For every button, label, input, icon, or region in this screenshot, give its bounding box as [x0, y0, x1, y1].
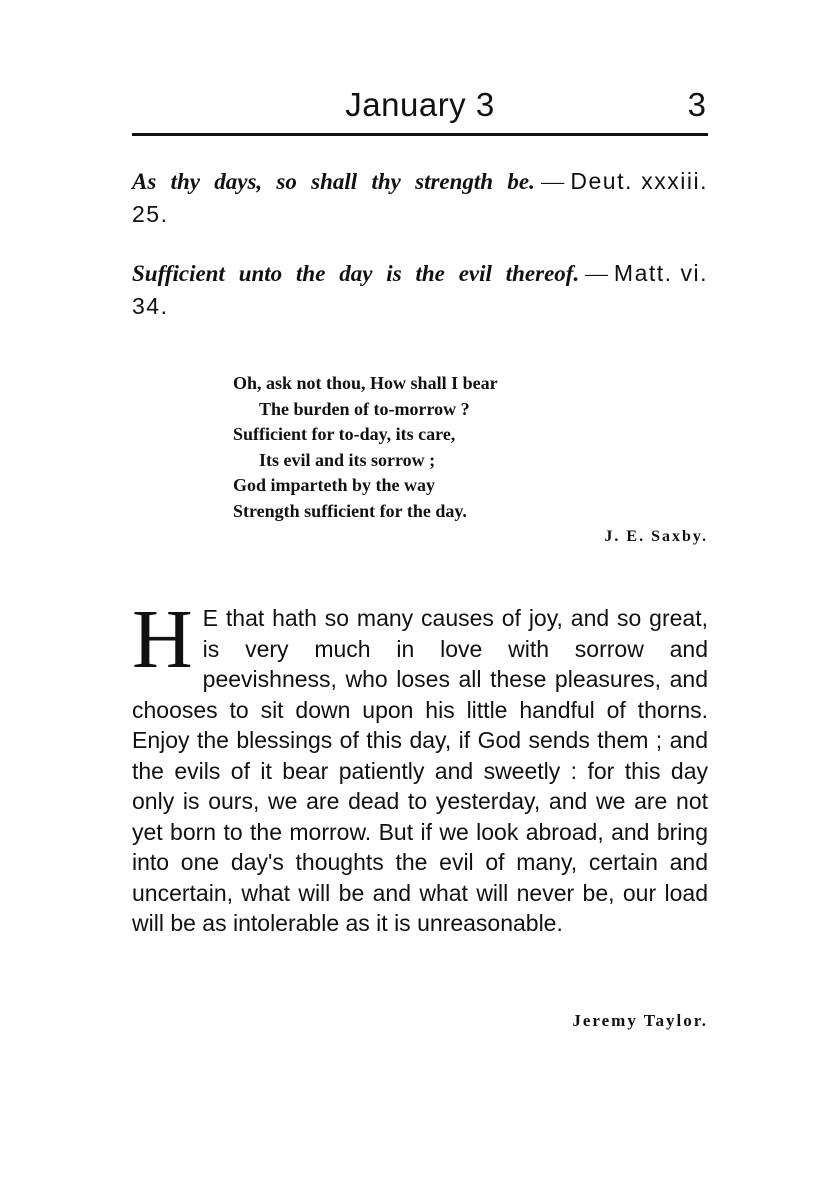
poem — [233, 371, 713, 524]
prose-author: Jeremy Taylor. — [572, 1011, 708, 1030]
epigraph — [132, 165, 708, 231]
poem-line: God imparteth by the way — [233, 475, 435, 495]
poem-line: Its evil and its sorrow ; — [259, 449, 436, 470]
epigraph-dash: — — [579, 261, 614, 286]
poem-line: Strength sufficient for the day. — [233, 500, 467, 521]
prose-text: E that hath so many causes of joy, and so great, is very much in love with sorrow and peevishness, who loses all these pleasures, and chooses to sit down upon his little handful of thorns. Enjoy the blessings of this day, if God sends them ; and the evils of it bear patiently and sweetly : for this day only is ours, we are dead to yesterday, and we are not yet born to the morrow. But if we look abroad, and bring into one day's thoughts the evil of many, certain and uncertain, what will be and what will never be, our load will be as intolerable as it is unreasonable. — [132, 605, 708, 936]
poem-line: The burden of to-morrow ? — [259, 398, 470, 419]
epigraph-source: Matt. vi. 34. — [132, 260, 709, 319]
poem-line: Sufficient for to-day, its care, — [233, 424, 456, 444]
page-title: January 3 — [345, 86, 495, 123]
page-header — [132, 80, 708, 130]
header-rule — [132, 133, 708, 136]
page-number: 3 — [687, 86, 706, 123]
prose-passage — [132, 593, 708, 939]
drop-cap: H — [132, 593, 193, 686]
epigraph-dash: — — [534, 169, 571, 194]
epigraph — [132, 257, 708, 323]
epigraph-quote: As thy days, so shall thy strength be. — [132, 169, 535, 194]
poem-line: Oh, ask not thou, How shall I bear — [233, 373, 498, 393]
epigraph-source: Deut. xxxiii. 25. — [132, 168, 709, 227]
poem-author: J. E. Saxby. — [604, 528, 708, 545]
epigraph-quote: Sufficient unto the day is the evil thereof. — [132, 261, 580, 286]
